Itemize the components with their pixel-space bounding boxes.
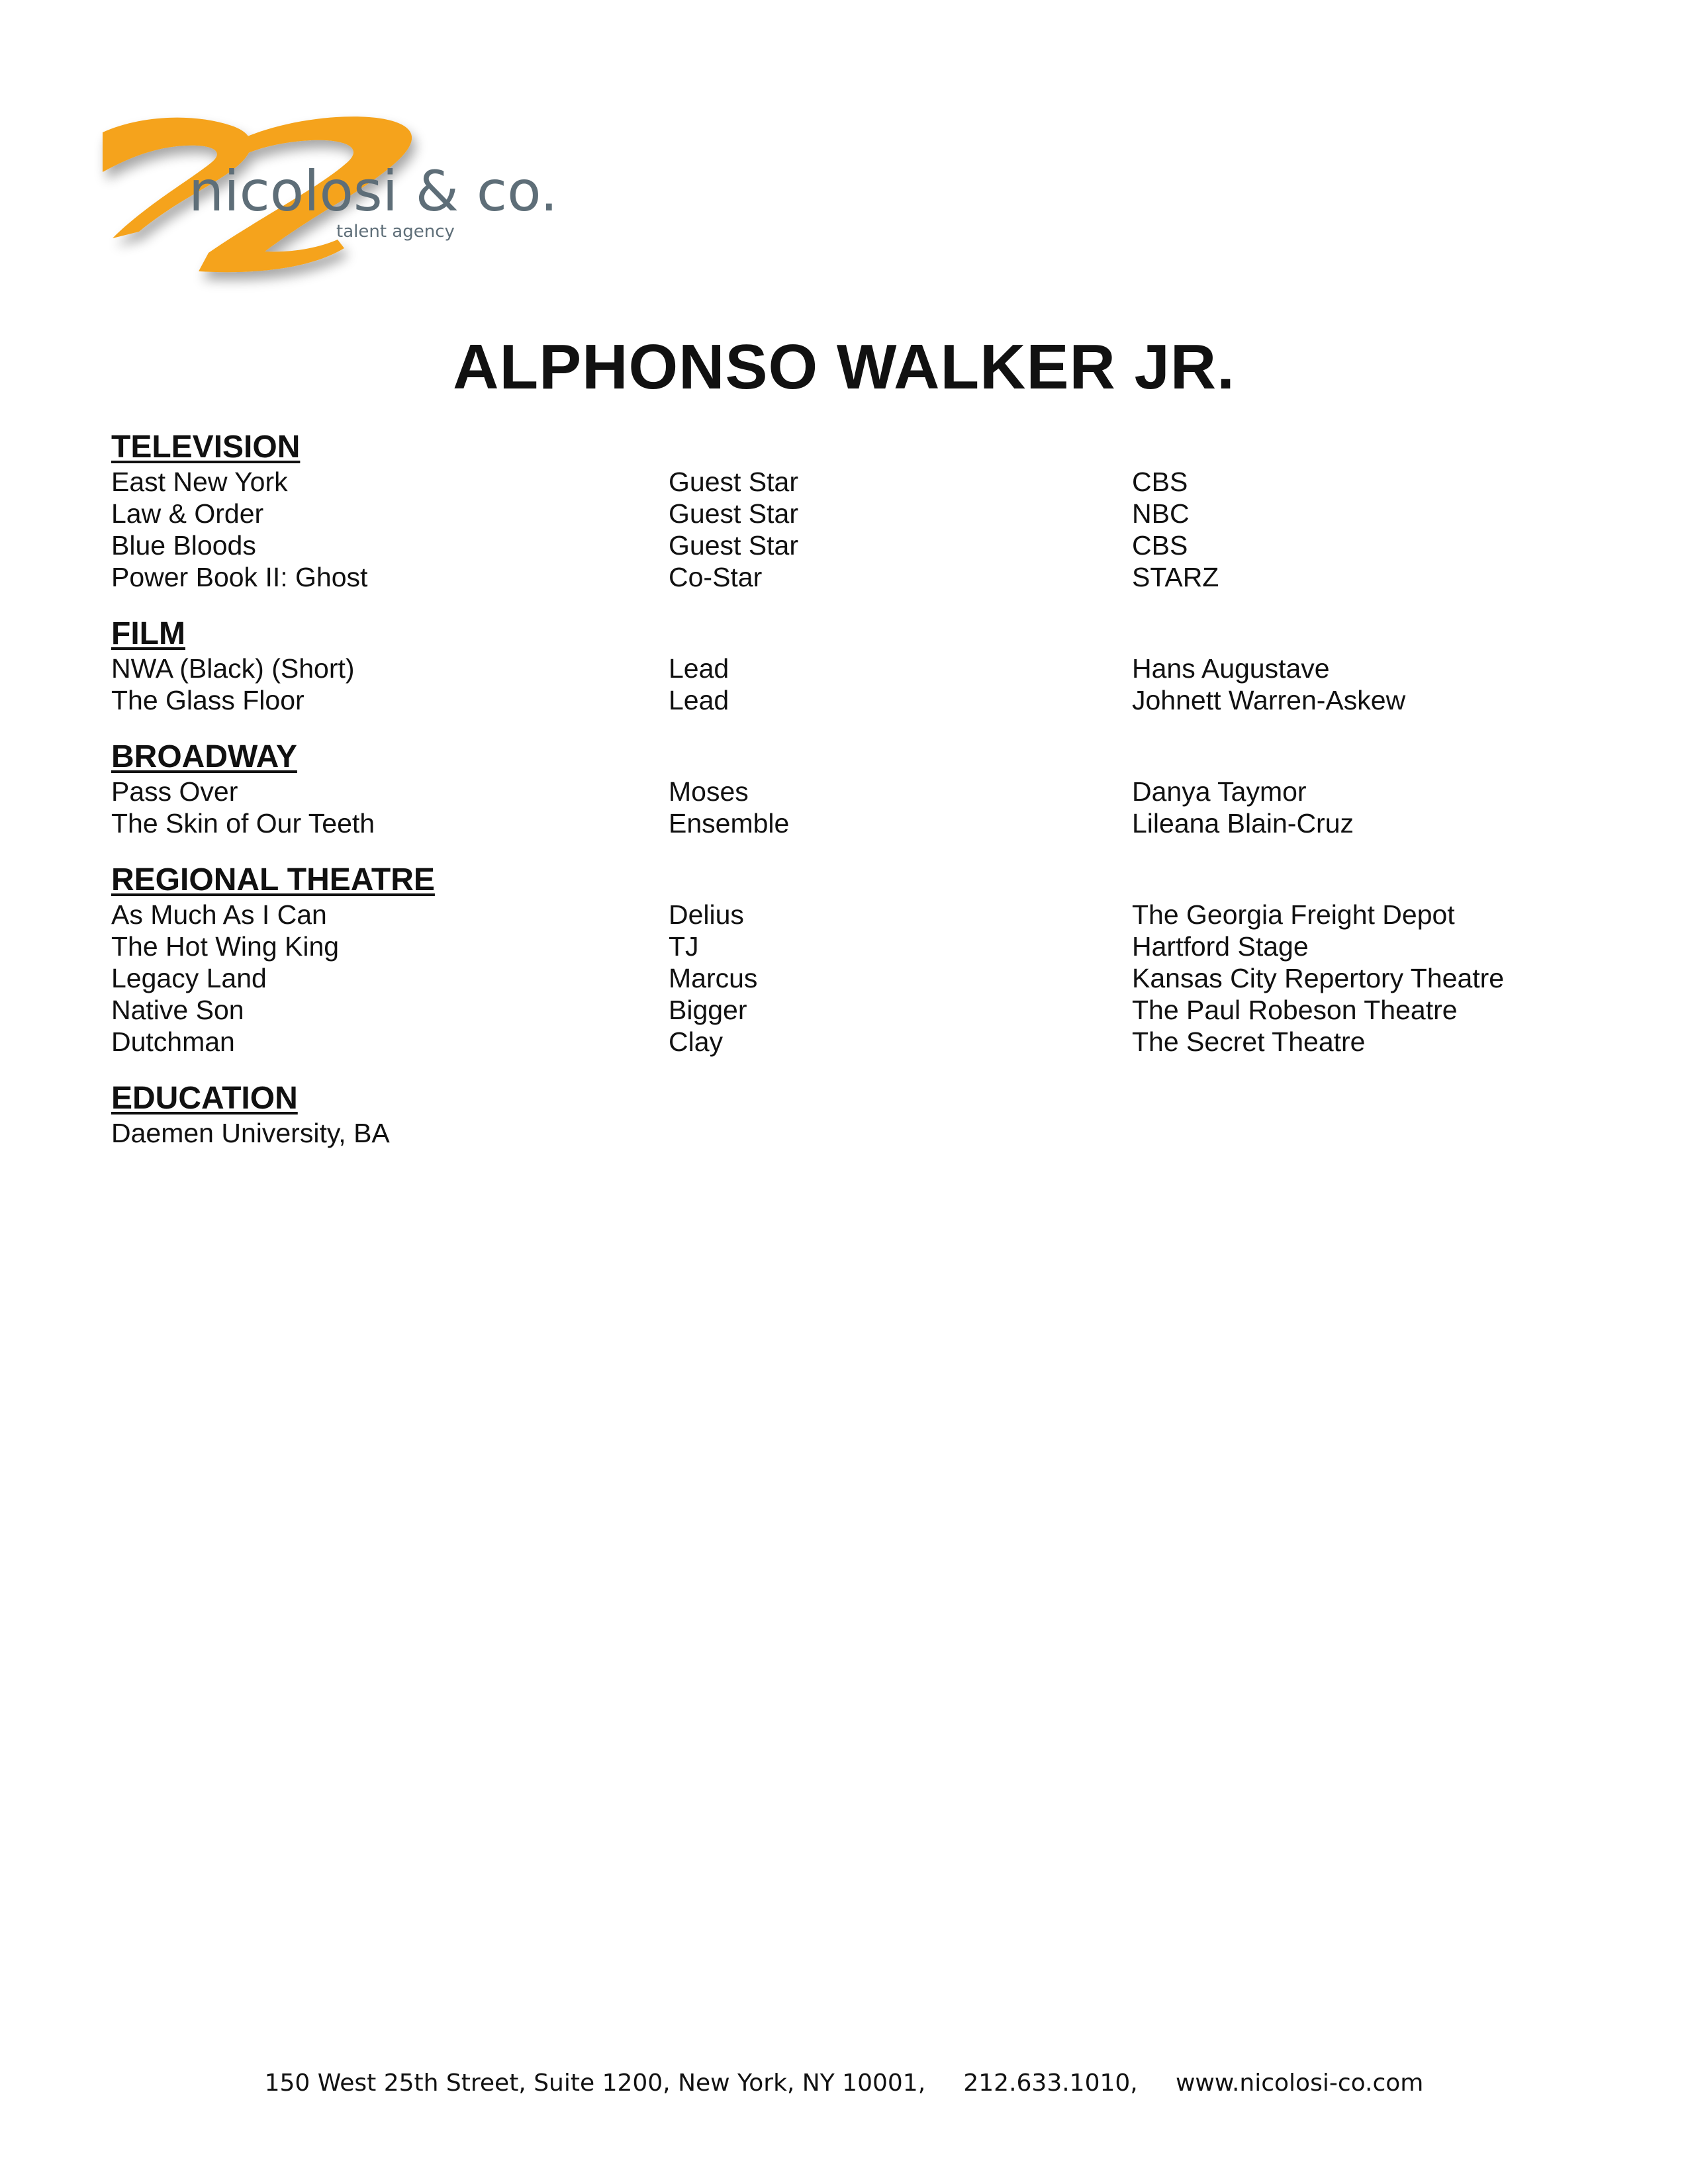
credit-role: Guest Star xyxy=(669,467,798,497)
credit-title: Native Son xyxy=(111,995,244,1025)
section-education xyxy=(111,1080,1601,1149)
credit-company: Lileana Blain-Cruz xyxy=(1132,808,1354,839)
credit-row xyxy=(111,1117,1601,1149)
credit-role: Moses xyxy=(669,776,749,807)
credit-role: Guest Star xyxy=(669,498,798,529)
credit-company: Kansas City Repertory Theatre xyxy=(1132,963,1505,993)
footer-phone: 212.633.1010, xyxy=(963,2070,1138,2097)
credit-title: Daemen University, BA xyxy=(111,1118,390,1148)
credit-company: CBS xyxy=(1132,467,1188,497)
section-heading: EDUCATION xyxy=(111,1081,298,1116)
credit-title: Dutchman xyxy=(111,1026,235,1057)
credit-role: Bigger xyxy=(669,995,747,1025)
section-heading: FILM xyxy=(111,616,185,651)
section-regional-theatre xyxy=(111,862,1601,1058)
credit-row xyxy=(111,561,1601,593)
credit-company: Hans Augustave xyxy=(1132,653,1330,684)
credit-role: Delius xyxy=(669,899,744,930)
credit-title: The Skin of Our Teeth xyxy=(111,808,375,839)
section-heading: REGIONAL THEATRE xyxy=(111,862,435,897)
credit-role: Guest Star xyxy=(669,530,798,561)
agency-logo xyxy=(99,99,558,298)
credit-role: Clay xyxy=(669,1026,724,1057)
credit-company: The Georgia Freight Depot xyxy=(1132,899,1455,930)
credit-role: Lead xyxy=(669,653,729,684)
credit-title: The Glass Floor xyxy=(111,685,305,715)
section-broadway xyxy=(111,739,1601,839)
credit-role: Lead xyxy=(669,685,729,715)
credit-row xyxy=(111,529,1601,561)
credit-company: STARZ xyxy=(1132,562,1219,592)
credit-title: As Much As I Can xyxy=(111,899,327,930)
credit-title: Power Book II: Ghost xyxy=(111,562,368,592)
resume-credits xyxy=(111,429,1601,1171)
credit-company: Hartford Stage xyxy=(1132,931,1309,962)
credit-company: Johnett Warren-Askew xyxy=(1132,685,1406,715)
credit-title: Pass Over xyxy=(111,776,238,807)
credit-row xyxy=(111,776,1601,807)
credit-company: Danya Taymor xyxy=(1132,776,1307,807)
credit-row xyxy=(111,994,1601,1026)
credit-row xyxy=(111,498,1601,529)
actor-name: ALPHONSO WALKER JR. xyxy=(453,332,1235,402)
credit-role: Ensemble xyxy=(669,808,790,839)
credit-company: CBS xyxy=(1132,530,1188,561)
credit-title: East New York xyxy=(111,467,288,497)
credit-row xyxy=(111,684,1601,716)
section-television xyxy=(111,429,1601,593)
credit-row xyxy=(111,466,1601,498)
logo-tagline: talent agency xyxy=(336,222,455,242)
credit-title: Law & Order xyxy=(111,498,264,529)
section-heading: BROADWAY xyxy=(111,739,297,774)
credit-role: TJ xyxy=(669,931,699,962)
credit-row xyxy=(111,931,1601,962)
credit-company: NBC xyxy=(1132,498,1190,529)
credit-title: Legacy Land xyxy=(111,963,267,993)
footer-website: www.nicolosi-co.com xyxy=(1175,2070,1424,2097)
section-heading: TELEVISION xyxy=(111,430,301,465)
credit-role: Co-Star xyxy=(669,562,763,592)
logo-wordmark: nicolosi & co. xyxy=(189,159,558,224)
credit-row xyxy=(111,807,1601,839)
credit-row xyxy=(111,899,1601,931)
credit-row xyxy=(111,1026,1601,1058)
section-film xyxy=(111,615,1601,716)
credit-row xyxy=(111,962,1601,994)
credit-role: Marcus xyxy=(669,963,758,993)
credit-company: The Paul Robeson Theatre xyxy=(1132,995,1458,1025)
credit-row xyxy=(111,653,1601,684)
footer-contact xyxy=(0,2069,1688,2098)
credit-company: The Secret Theatre xyxy=(1132,1026,1366,1057)
credit-title: Blue Bloods xyxy=(111,530,256,561)
credit-title: The Hot Wing King xyxy=(111,931,340,962)
footer-address: 150 West 25th Street, Suite 1200, New York, NY 10001, xyxy=(264,2070,926,2097)
credit-title: NWA (Black) (Short) xyxy=(111,653,355,684)
